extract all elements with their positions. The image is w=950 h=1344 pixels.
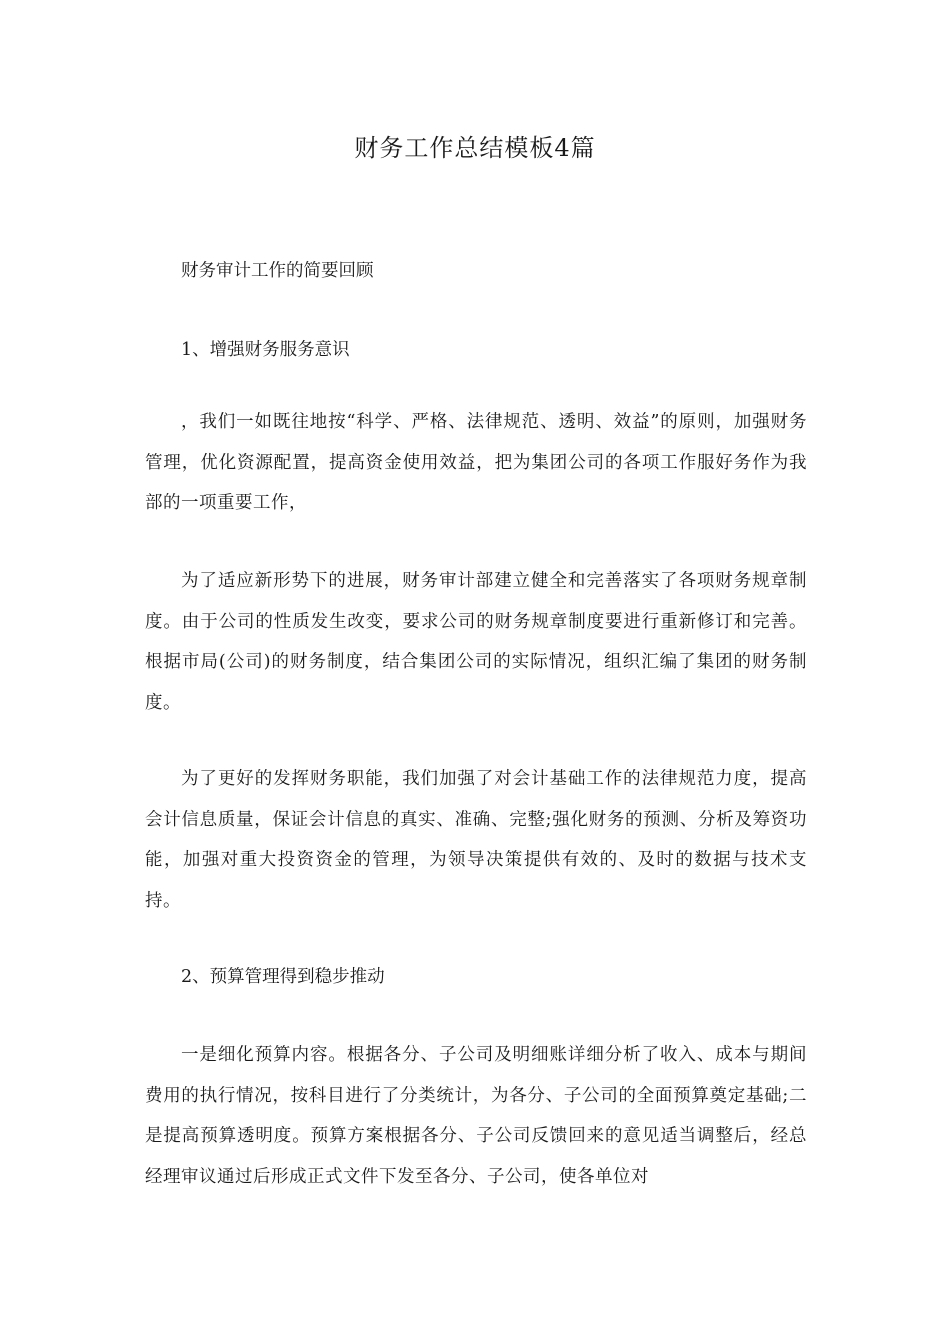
section-heading-service-awareness: 1、增强财务服务意识	[181, 340, 350, 360]
section-heading-budget-management: 2、预算管理得到稳步推动	[181, 967, 385, 987]
paragraph-budget-details: 一是细化预算内容。根据各分、子公司及明细账详细分析了收入、成本与期间费用的执行情况，按科目进行了分类统计，为各分、子公司的全面预算奠定基础;二是提高预算透明度。预算方案根据各分、子公司反馈回来的意见适当调整后，经总经理审议通过后形成正式文件下发至各分、子公司，使各单位对	[145, 1045, 807, 1187]
paragraph-regulations: 为了适应新形势下的进展，财务审计部建立健全和完善落实了各项财务规章制度。由于公司的性质发生改变，要求公司的财务规章制度要进行重新修订和完善。根据市局(公司)的财务制度，结合集团公司的实际情况，组织汇编了集团的财务制度。	[145, 571, 807, 713]
paragraph-principles: ，我们一如既往地按“科学、严格、法律规范、透明、效益”的原则，加强财务管理，优化资源配置，提高资金使用效益，把为集团公司的各项工作服好务作为我部的一项重要工作，	[145, 412, 807, 513]
paragraph-accounting-basics: 为了更好的发挥财务职能，我们加强了对会计基础工作的法律规范力度，提高会计信息质量，保证会计信息的真实、准确、完整;强化财务的预测、分析及筹资功能，加强对重大投资资金的管理，为领导决策提供有效的、及时的数据与技术支持。	[145, 769, 807, 911]
document-title: 财务工作总结模板4篇	[354, 134, 596, 162]
section-heading-review: 财务审计工作的简要回顾	[181, 261, 374, 281]
